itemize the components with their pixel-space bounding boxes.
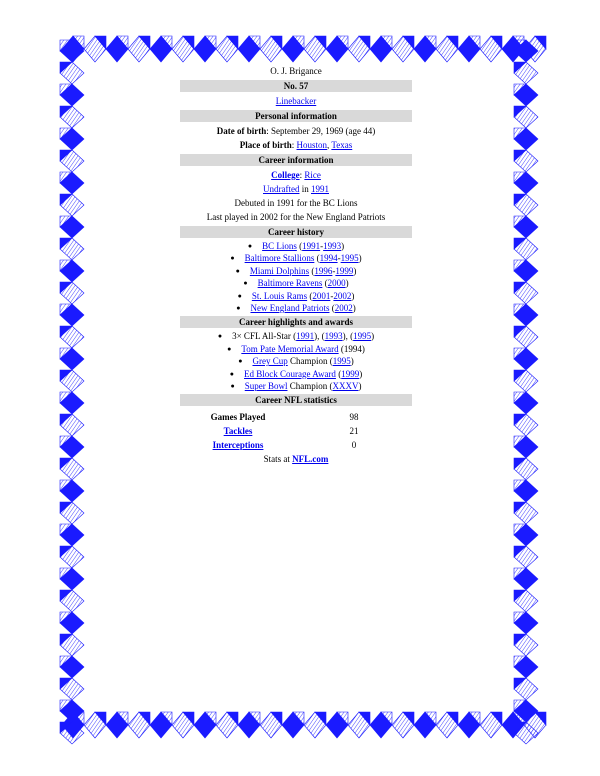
bullet-icon: ● bbox=[235, 266, 240, 275]
player-name: O. J. Brigance bbox=[270, 66, 322, 76]
highlight-item: ● Grey Cup Champion (1995) bbox=[238, 356, 354, 367]
border-bottom-band bbox=[62, 712, 546, 738]
last-played-row: Last played in 2002 for the New England Patriots bbox=[206, 212, 386, 222]
border-left-band bbox=[60, 40, 84, 744]
table-row bbox=[180, 410, 412, 424]
grey-cup-link[interactable]: Grey Cup bbox=[252, 356, 288, 367]
highlights-list bbox=[180, 330, 412, 392]
highlight-item: ● Ed Block Courage Award (1999) bbox=[229, 368, 363, 379]
bullet-icon: ● bbox=[230, 381, 235, 390]
stat-value: 21 bbox=[349, 425, 359, 436]
team-link[interactable]: Baltimore Ravens bbox=[257, 278, 323, 289]
year-link[interactable]: 1995 bbox=[353, 331, 372, 342]
year-link[interactable]: 1993 bbox=[324, 331, 343, 342]
border-top-band bbox=[62, 36, 546, 62]
year-link[interactable]: 1991 bbox=[296, 331, 315, 342]
nfl-com-link[interactable]: NFL.com bbox=[292, 454, 329, 465]
college-link[interactable]: College bbox=[271, 170, 300, 180]
year-link[interactable]: 2001 bbox=[312, 290, 331, 301]
bullet-icon: ● bbox=[237, 291, 242, 300]
team-link[interactable]: Miami Dolphins bbox=[249, 265, 310, 276]
dob-label: Date of birth bbox=[216, 126, 267, 136]
bullet-icon: ● bbox=[238, 357, 243, 366]
year-link[interactable]: 1999 bbox=[341, 368, 360, 379]
year-link[interactable]: 2002 bbox=[334, 302, 353, 313]
stat-value: 0 bbox=[351, 439, 357, 450]
bullet-icon: ● bbox=[247, 242, 253, 250]
stats-source-row: Stats at NFL.com bbox=[263, 454, 329, 465]
undrafted-link[interactable]: Undrafted bbox=[263, 184, 300, 194]
table-row bbox=[180, 438, 412, 452]
personal-info-header: Personal information bbox=[180, 110, 412, 122]
year-link[interactable]: 1995 bbox=[332, 356, 351, 367]
position-row bbox=[180, 94, 412, 108]
year-link[interactable]: 2000 bbox=[327, 278, 346, 289]
texas-link[interactable]: Texas bbox=[331, 140, 353, 150]
houston-link[interactable]: Houston bbox=[296, 140, 328, 150]
year-link[interactable]: 1991 bbox=[302, 241, 321, 251]
super-bowl-link[interactable]: Super Bowl bbox=[244, 380, 288, 391]
college-row: College: Rice bbox=[271, 170, 321, 180]
table-row bbox=[180, 424, 412, 438]
debut-row: Debuted in 1991 for the BC Lions bbox=[234, 198, 358, 208]
bullet-icon: ● bbox=[230, 254, 235, 263]
history-item: ● St. Louis Rams (2001-2002) bbox=[237, 290, 355, 301]
bullet-icon: ● bbox=[243, 279, 248, 288]
draft-year-link[interactable]: 1991 bbox=[311, 184, 329, 194]
stat-label: Games Played bbox=[210, 411, 266, 422]
highlight-item: ● 3× CFL All-Star (1991), (1993), (1995) bbox=[217, 331, 375, 342]
history-item: ● New England Patriots (2002) bbox=[236, 302, 356, 313]
year-link[interactable]: 1993 bbox=[323, 241, 342, 251]
year-link[interactable]: 1999 bbox=[335, 265, 354, 276]
team-link[interactable]: St. Louis Rams bbox=[251, 290, 308, 301]
year-link[interactable]: 2002 bbox=[333, 290, 352, 301]
year-link[interactable]: 1994 bbox=[319, 253, 338, 264]
ed-block-award-link[interactable]: Ed Block Courage Award bbox=[244, 368, 336, 379]
border-right-band bbox=[514, 40, 538, 744]
team-link[interactable]: BC Lions bbox=[262, 241, 297, 251]
history-item: ● Baltimore Stallions (1994-1995) bbox=[230, 253, 362, 264]
tackles-link[interactable]: Tackles bbox=[223, 425, 253, 436]
stat-value: 98 bbox=[349, 411, 359, 422]
player-infobox bbox=[180, 64, 412, 466]
jersey-number-header: No. 57 bbox=[180, 80, 412, 92]
highlight-item: ● Super Bowl Champion (XXXV) bbox=[230, 380, 362, 391]
bullet-icon: ● bbox=[217, 332, 223, 341]
history-item: ● Miami Dolphins (1996-1999) bbox=[235, 265, 357, 276]
nfl-stats-table bbox=[180, 410, 412, 452]
undrafted-row: Undrafted in 1991 bbox=[263, 184, 329, 194]
team-link[interactable]: New England Patriots bbox=[250, 302, 330, 313]
rice-link[interactable]: Rice bbox=[304, 170, 321, 180]
career-history-header: Career history bbox=[180, 226, 412, 238]
nfl-stats-header: Career NFL statistics bbox=[180, 394, 412, 406]
year-link[interactable]: 1996 bbox=[314, 265, 333, 276]
team-link[interactable]: Baltimore Stallions bbox=[244, 253, 315, 264]
dob-value: : September 29, 1969 (age 44) bbox=[266, 126, 376, 136]
tom-pate-award-link[interactable]: Tom Pate Memorial Award bbox=[241, 343, 339, 354]
bullet-icon: ● bbox=[227, 344, 232, 353]
history-item: ● BC Lions (1991-1993) bbox=[247, 241, 345, 251]
highlights-header: Career highlights and awards bbox=[180, 316, 412, 328]
super-bowl-xxxv-link[interactable]: XXXV bbox=[332, 380, 359, 391]
interceptions-link[interactable]: Interceptions bbox=[212, 439, 264, 450]
place-of-birth-row: Place of birth: Houston, Texas bbox=[239, 140, 353, 150]
date-of-birth-row bbox=[180, 124, 412, 138]
bullet-icon: ● bbox=[236, 303, 241, 312]
highlight-item: ● Tom Pate Memorial Award (1994) bbox=[227, 343, 365, 354]
career-history-list bbox=[180, 240, 412, 314]
career-info-header: Career information bbox=[180, 154, 412, 166]
year-link[interactable]: 1995 bbox=[340, 253, 359, 264]
bullet-icon: ● bbox=[229, 369, 235, 378]
pob-label: Place of birth bbox=[239, 140, 292, 150]
position-link[interactable]: Linebacker bbox=[275, 96, 317, 106]
history-item: ● Baltimore Ravens (2000) bbox=[243, 278, 349, 289]
